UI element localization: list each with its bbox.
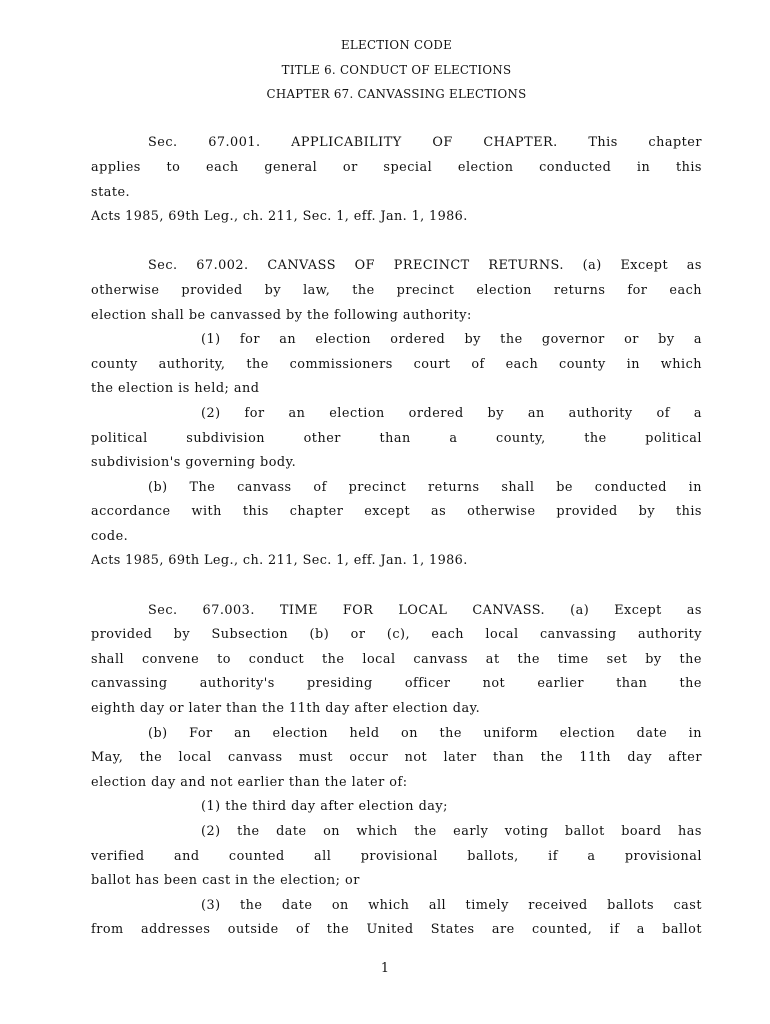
subsection-line: (b) For an election held on the uniform election date in: [148, 725, 702, 741]
citation: Acts 1985, 69th Leg., ch. 211, Sec. 1, eff. Jan. 1, 1986.: [91, 209, 468, 225]
spacer: [91, 230, 702, 255]
text-line: from addresses outside of the United States are counted, if a ballot: [91, 922, 702, 938]
text-line: verified and counted all provisional ballots, if a provisional: [91, 848, 702, 864]
subdivision-line: (3) the date on which all timely received ballots cast: [201, 897, 702, 913]
text-line: election day and not earlier than the later of:: [91, 774, 408, 790]
section-heading-line: Sec. 67.001. APPLICABILITY OF CHAPTER. This chapter: [148, 135, 702, 151]
chapter-heading: CHAPTER 67. CANVASSING ELECTIONS: [266, 87, 527, 102]
spacer: [91, 107, 702, 132]
text-line: otherwise provided by law, the precinct election returns for each: [91, 282, 702, 298]
subdivision-line: (2) the date on which the early voting ballot board has: [201, 824, 702, 839]
spacer: [91, 574, 702, 599]
text-line: subdivision's governing body.: [91, 455, 297, 471]
text-line: May, the local canvass must occur not later than the 11th day after: [91, 750, 702, 766]
code-heading: ELECTION CODE: [340, 38, 453, 52]
text-line: election shall be canvassed by the following authority:: [91, 307, 472, 323]
text-line: applies to each general or special election conducted in this: [91, 159, 702, 175]
document-page: [91, 33, 702, 943]
text-line: canvassing authority's presiding officer not earlier than the: [91, 676, 702, 692]
section-67-001: [91, 131, 702, 229]
subdivision-line: (2) for an election ordered by an authority of a: [201, 405, 702, 421]
text-line: shall convene to conduct the local canvass at the time set by the: [91, 651, 702, 667]
section-67-002: [91, 254, 702, 574]
text-line: state.: [91, 184, 131, 200]
text-line: accordance with this chapter except as otherwise provided by this: [91, 504, 702, 520]
section-67-003: [91, 599, 702, 943]
section-heading-line: Sec. 67.003. TIME FOR LOCAL CANVASS. (a) Except as: [148, 602, 702, 618]
text-line: the election is held; and: [91, 381, 260, 397]
text-line: ballot has been cast in the election; or: [91, 873, 360, 889]
title-heading: TITLE 6. CONDUCT OF ELECTIONS: [281, 62, 512, 77]
text-line: code.: [91, 528, 129, 544]
page-number: 1: [380, 961, 390, 976]
subdivision-line: (1) the third day after election day;: [201, 799, 448, 815]
subsection-line: (b) The canvass of precinct returns shall be conducted in: [148, 479, 702, 495]
text-line: provided by Subsection (b) or (c), each local canvassing authority: [91, 627, 702, 643]
citation: Acts 1985, 69th Leg., ch. 211, Sec. 1, eff. Jan. 1, 1986.: [91, 553, 468, 569]
text-line: county authority, the commissioners court of each county in which: [91, 356, 702, 372]
text-line: political subdivision other than a county, the political: [91, 430, 702, 446]
subdivision-line: (1) for an election ordered by the governor or by a: [201, 332, 702, 348]
text-line: eighth day or later than the 11th day after election day.: [91, 701, 481, 717]
section-heading-line: Sec. 67.002. CANVASS OF PRECINCT RETURNS. (a) Except as: [148, 258, 702, 274]
